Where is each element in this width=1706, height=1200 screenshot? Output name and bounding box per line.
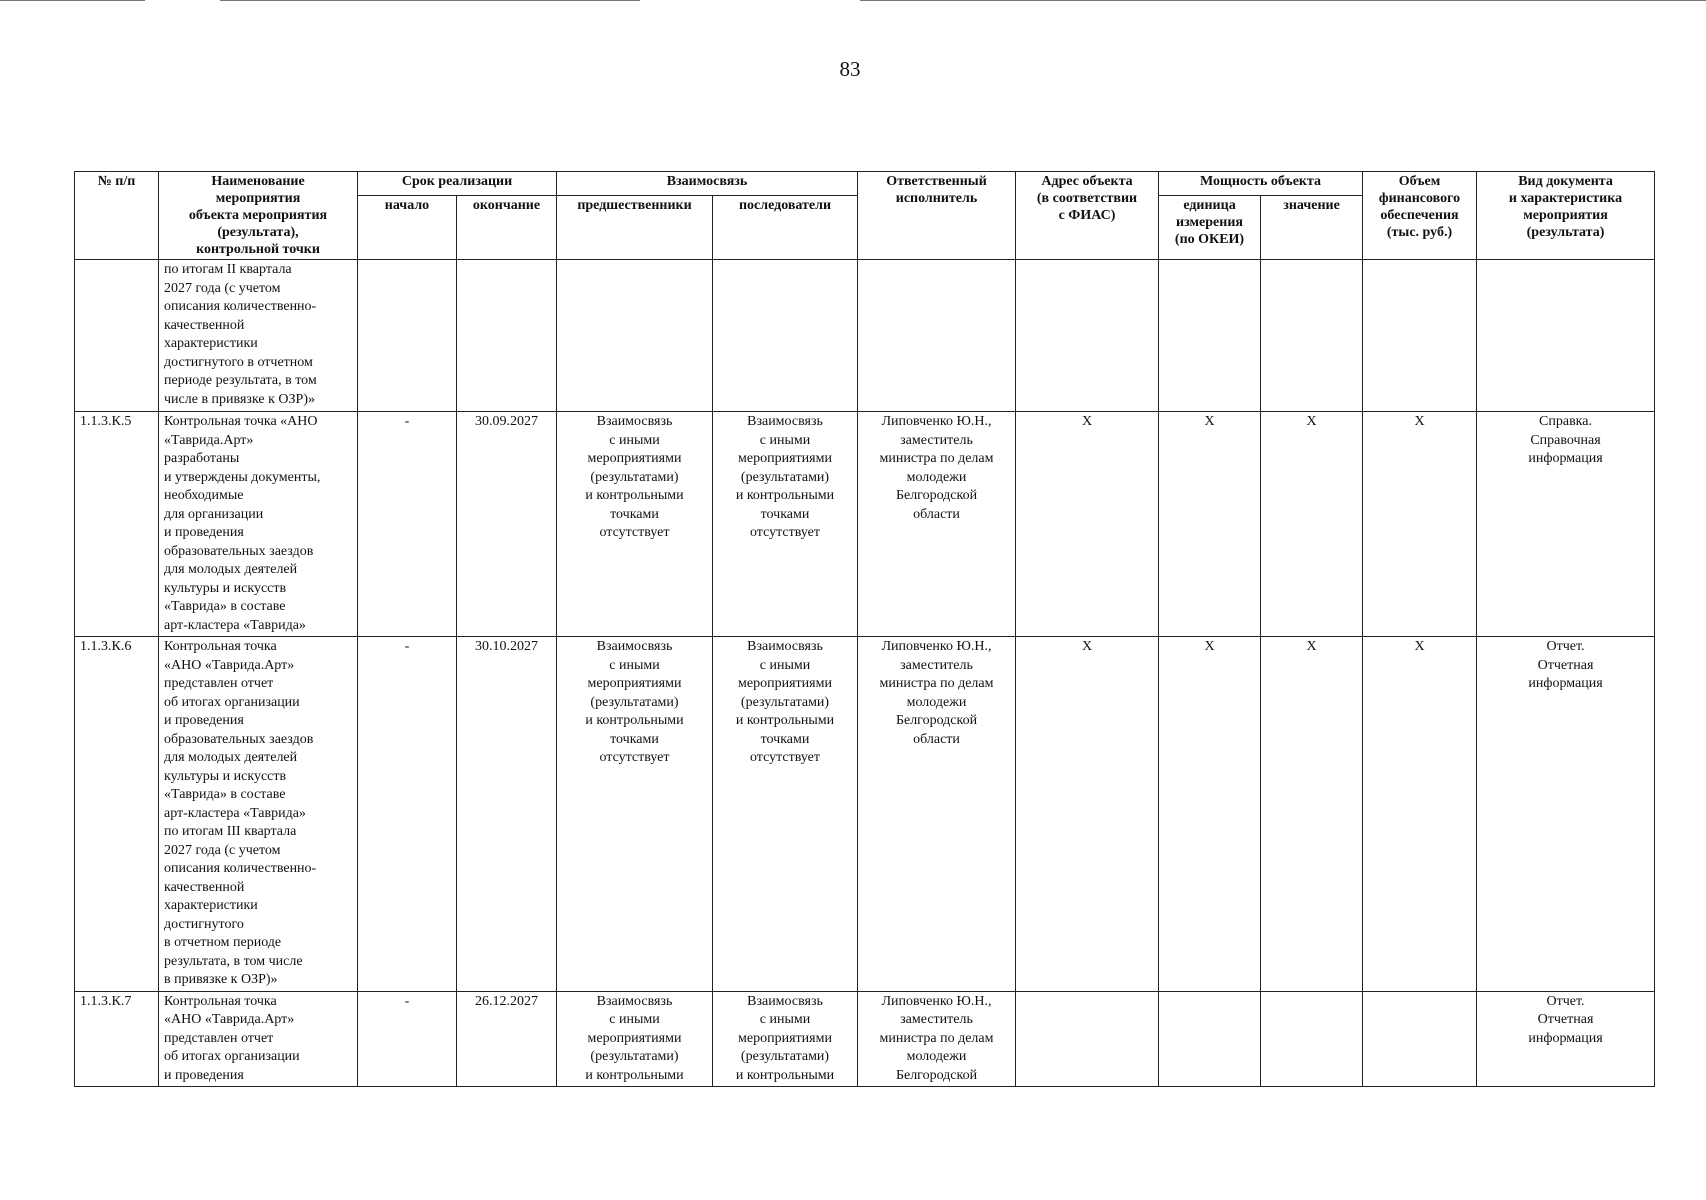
header-start: начало: [358, 195, 457, 259]
header-address: [1016, 172, 1159, 260]
cell-name-line: достигнутого в отчетном: [164, 354, 313, 370]
cell-responsible: [858, 991, 1016, 1087]
cell-name: [159, 260, 358, 412]
cell-predecessors-line: с иными: [609, 432, 660, 448]
cell-value: [1261, 260, 1363, 412]
cell-name-line: характеристики: [164, 898, 258, 913]
cell-finance: X: [1363, 412, 1477, 637]
cell-start: -: [358, 637, 457, 992]
header-unit: [1159, 195, 1261, 259]
cell-successors-line: мероприятиями: [738, 451, 832, 466]
header-responsible-line: Ответственный: [886, 174, 987, 189]
page-number: 83: [839, 57, 861, 81]
table-body: [75, 260, 1655, 1087]
header-unit-line: измерения: [1176, 214, 1243, 230]
header-name-line: мероприятия: [215, 191, 301, 206]
cell-successors-line: с иными: [759, 432, 811, 448]
cell-name-line: и утверждены документы,: [164, 469, 321, 485]
cell-doc-line: Отчетная: [1537, 657, 1594, 673]
cell-predecessors-line: и контрольными: [585, 1067, 684, 1083]
cell-predecessors: [557, 412, 713, 637]
cell-num: 1.1.3.К.6: [75, 637, 159, 992]
cell-doc-line: Отчет.: [1546, 639, 1585, 654]
cell-responsible: [858, 412, 1016, 637]
header-name-line: (результата),: [217, 225, 299, 240]
cell-successors: [713, 260, 858, 412]
cell-name-line: и проведения: [164, 713, 244, 728]
cell-predecessors-line: и контрольными: [585, 713, 684, 728]
cell-predecessors-line: точками: [610, 506, 659, 522]
cell-finance: [1363, 991, 1477, 1087]
cell-name-line: «АНО «Таврида.Арт»: [164, 1012, 295, 1027]
cell-name-line: 2027 года (с учетом: [164, 280, 281, 296]
header-name-line: контрольной точки: [196, 242, 320, 257]
cell-start: -: [358, 412, 457, 637]
cell-responsible-line: министра по делам: [879, 451, 994, 466]
cell-responsible-line: Белгородской: [895, 713, 978, 728]
cell-name-line: числе в привязке к ОЗР)»: [164, 391, 315, 407]
cell-responsible-line: министра по делам: [879, 1030, 994, 1046]
cell-name-line: Контрольная точка: [164, 639, 277, 654]
header-row-1: [75, 172, 1655, 196]
cell-predecessors-line: (результатами): [590, 1049, 679, 1064]
header-finance-line: (тыс. руб.): [1386, 225, 1453, 240]
cell-name-line: результата, в том числе: [164, 953, 303, 969]
cell-unit: [1159, 991, 1261, 1087]
header-doc-line: и характеристика: [1508, 191, 1623, 206]
cell-successors: [713, 637, 858, 992]
cell-doc: [1477, 412, 1655, 637]
cell-responsible-line: молодежи: [906, 694, 967, 710]
header-doc-line: мероприятия: [1523, 208, 1608, 223]
cell-name-line: об итогах организации: [164, 1049, 300, 1064]
cell-finance: X: [1363, 637, 1477, 992]
cell-name-line: описания количественно-: [164, 861, 317, 876]
table-row: [75, 412, 1655, 637]
cell-name-line: 2027 года (с учетом: [164, 842, 281, 858]
cell-successors-line: с иными: [759, 1012, 811, 1027]
top-scan-rule-right: [860, 0, 1706, 1]
cell-name-line: арт-кластера «Таврида»: [164, 805, 306, 821]
activity-table: [74, 171, 1655, 1087]
header-period: Срок реализации: [358, 172, 557, 196]
header-address-line: (в соответствии: [1036, 191, 1138, 206]
cell-unit: X: [1159, 412, 1261, 637]
cell-successors-line: точками: [760, 506, 810, 522]
cell-address: X: [1016, 637, 1159, 992]
header-predecessors: предшественники: [557, 195, 713, 259]
cell-successors-line: Взаимосвязь: [747, 414, 823, 429]
cell-name-line: «Таврида» в составе: [164, 787, 286, 802]
cell-doc: [1477, 637, 1655, 992]
cell-responsible-line: Липовченко Ю.Н.,: [881, 639, 992, 654]
cell-name-line: Контрольная точка: [164, 993, 277, 1009]
header-doc-line: Вид документа: [1518, 174, 1613, 189]
cell-name-line: культуры и искусств: [164, 580, 287, 596]
cell-name-line: и проведения: [164, 525, 244, 540]
cell-value: X: [1261, 412, 1363, 637]
cell-name-line: разработаны: [164, 451, 240, 466]
cell-responsible-line: заместитель: [900, 432, 973, 448]
cell-successors-line: Взаимосвязь: [747, 993, 823, 1009]
cell-predecessors-line: Взаимосвязь: [596, 993, 673, 1009]
header-num: № п/п: [75, 172, 159, 260]
header-address-line: Адрес объекта: [1041, 174, 1133, 189]
cell-responsible: [858, 260, 1016, 412]
cell-name-line: и проведения: [164, 1067, 244, 1083]
cell-predecessors-line: с иными: [609, 657, 660, 673]
cell-name-line: «АНО «Таврида.Арт»: [164, 657, 295, 673]
header-relation: Взаимосвязь: [557, 172, 858, 196]
cell-responsible-line: заместитель: [900, 657, 973, 673]
cell-responsible-line: молодежи: [906, 1049, 967, 1064]
cell-predecessors-line: и контрольными: [585, 488, 684, 503]
header-name: [159, 172, 358, 260]
cell-name-line: «Таврида.Арт»: [164, 432, 254, 448]
cell-address: [1016, 991, 1159, 1087]
cell-doc-line: Отчет.: [1546, 993, 1585, 1009]
cell-responsible-line: области: [913, 731, 960, 747]
cell-name-line: образовательных заездов: [164, 731, 314, 747]
header-finance-line: Объем: [1398, 174, 1441, 189]
cell-name-line: качественной: [164, 317, 245, 333]
cell-start: -: [358, 991, 457, 1087]
cell-doc-line: Справка.: [1539, 414, 1592, 429]
cell-predecessors-line: мероприятиями: [587, 451, 682, 466]
cell-end: 30.09.2027: [457, 412, 557, 637]
cell-num: 1.1.3.К.7: [75, 991, 159, 1087]
header-responsible: [858, 172, 1016, 260]
cell-name-line: для молодых деятелей: [164, 750, 298, 765]
cell-name-line: «Таврида» в составе: [164, 599, 286, 614]
cell-responsible-line: области: [913, 506, 960, 522]
cell-name-line: для организации: [164, 506, 264, 522]
header-finance-line: финансового: [1378, 191, 1461, 206]
cell-doc-line: информация: [1528, 676, 1603, 691]
cell-name-line: для молодых деятелей: [164, 562, 298, 577]
cell-responsible-line: Белгородской: [895, 1067, 978, 1083]
cell-name-line: по итогам II квартала: [164, 262, 292, 277]
cell-successors-line: отсутствует: [749, 525, 821, 540]
cell-successors-line: и контрольными: [735, 1067, 835, 1083]
cell-doc: [1477, 260, 1655, 412]
cell-successors-line: с иными: [759, 657, 811, 673]
cell-predecessors: [557, 637, 713, 992]
cell-predecessors: [557, 991, 713, 1087]
cell-predecessors-line: (результатами): [590, 694, 679, 710]
cell-predecessors-line: мероприятиями: [587, 676, 682, 691]
cell-name-line: качественной: [164, 879, 245, 895]
cell-predecessors-line: Взаимосвязь: [596, 639, 673, 654]
cell-name-line: в привязке к ОЗР)»: [164, 972, 278, 987]
cell-successors-line: и контрольными: [735, 488, 835, 503]
header-responsible-line: исполнитель: [895, 191, 978, 206]
cell-address: X: [1016, 412, 1159, 637]
cell-num: [75, 260, 159, 412]
header-name-line: объекта мероприятия: [188, 208, 328, 223]
header-unit-line: (по ОКЕИ): [1174, 231, 1245, 247]
cell-successors-line: точками: [760, 731, 810, 747]
cell-name: [159, 637, 358, 992]
cell-successors: [713, 412, 858, 637]
cell-value: X: [1261, 637, 1363, 992]
cell-doc-line: Справочная: [1530, 432, 1601, 448]
cell-successors-line: отсутствует: [749, 750, 821, 765]
cell-name-line: в отчетном периоде: [164, 935, 282, 950]
cell-successors-line: (результатами): [740, 469, 830, 485]
header-successors: последователи: [713, 195, 858, 259]
cell-name-line: образовательных заездов: [164, 543, 314, 559]
table-row: [75, 260, 1655, 412]
cell-name-line: достигнутого: [164, 916, 244, 932]
cell-successors-line: мероприятиями: [738, 1030, 832, 1046]
cell-successors-line: мероприятиями: [738, 676, 832, 691]
header-finance-line: обеспечения: [1380, 208, 1459, 223]
cell-num: 1.1.3.К.5: [75, 412, 159, 637]
top-scan-rule-left: [0, 0, 145, 1]
cell-start: [358, 260, 457, 412]
header-doc-line: (результата): [1526, 225, 1605, 240]
cell-responsible-line: Липовченко Ю.Н.,: [881, 414, 992, 429]
header-address-line: с ФИАС): [1058, 208, 1116, 223]
header-value: значение: [1261, 195, 1363, 259]
cell-end: [457, 260, 557, 412]
cell-doc-line: информация: [1528, 451, 1603, 466]
cell-responsible-line: Белгородской: [895, 488, 978, 503]
cell-name-line: периоде результата, в том: [164, 373, 317, 388]
cell-name-line: арт-кластера «Таврида»: [164, 617, 306, 633]
cell-unit: [1159, 260, 1261, 412]
cell-successors-line: (результатами): [740, 1049, 830, 1064]
cell-name-line: представлен отчет: [164, 1030, 274, 1046]
cell-predecessors: [557, 260, 713, 412]
table-row: [75, 637, 1655, 992]
cell-responsible: [858, 637, 1016, 992]
cell-name-line: Контрольная точка «АНО: [164, 414, 318, 429]
cell-responsible-line: молодежи: [906, 469, 967, 485]
cell-doc: [1477, 991, 1655, 1087]
cell-name-line: необходимые: [164, 488, 244, 503]
header-end: окончание: [457, 195, 557, 259]
cell-predecessors-line: (результатами): [590, 469, 679, 485]
cell-responsible-line: Липовченко Ю.Н.,: [881, 993, 992, 1009]
cell-end: 26.12.2027: [457, 991, 557, 1087]
header-doc: [1477, 172, 1655, 260]
cell-name-line: представлен отчет: [164, 676, 274, 691]
header-capacity: Мощность объекта: [1159, 172, 1363, 196]
cell-successors-line: и контрольными: [735, 713, 835, 728]
cell-predecessors-line: точками: [610, 731, 659, 747]
cell-predecessors-line: с иными: [609, 1012, 660, 1027]
cell-predecessors-line: отсутствует: [599, 750, 670, 765]
cell-finance: [1363, 260, 1477, 412]
cell-address: [1016, 260, 1159, 412]
cell-successors: [713, 991, 858, 1087]
cell-name-line: характеристики: [164, 336, 258, 351]
cell-name-line: по итогам III квартала: [164, 824, 297, 839]
cell-doc-line: информация: [1528, 1030, 1603, 1046]
cell-name: [159, 991, 358, 1087]
cell-end: 30.10.2027: [457, 637, 557, 992]
header-name-line: Наименование: [211, 174, 305, 189]
table-header: [75, 172, 1655, 260]
cell-unit: X: [1159, 637, 1261, 992]
cell-doc-line: Отчетная: [1537, 1012, 1594, 1027]
cell-responsible-line: министра по делам: [879, 676, 994, 691]
cell-successors-line: Взаимосвязь: [747, 639, 823, 654]
cell-name-line: культуры и искусств: [164, 768, 287, 784]
header-unit-line: единица: [1183, 197, 1236, 213]
table-row: [75, 991, 1655, 1087]
cell-predecessors-line: отсутствует: [599, 525, 670, 540]
header-finance: [1363, 172, 1477, 260]
cell-name-line: описания количественно-: [164, 299, 317, 314]
cell-successors-line: (результатами): [740, 694, 830, 710]
top-scan-rule-middle: [220, 0, 640, 1]
cell-predecessors-line: Взаимосвязь: [596, 414, 673, 429]
cell-name-line: об итогах организации: [164, 694, 300, 710]
cell-name: [159, 412, 358, 637]
cell-responsible-line: заместитель: [900, 1012, 973, 1027]
cell-predecessors-line: мероприятиями: [587, 1030, 682, 1046]
cell-value: [1261, 991, 1363, 1087]
